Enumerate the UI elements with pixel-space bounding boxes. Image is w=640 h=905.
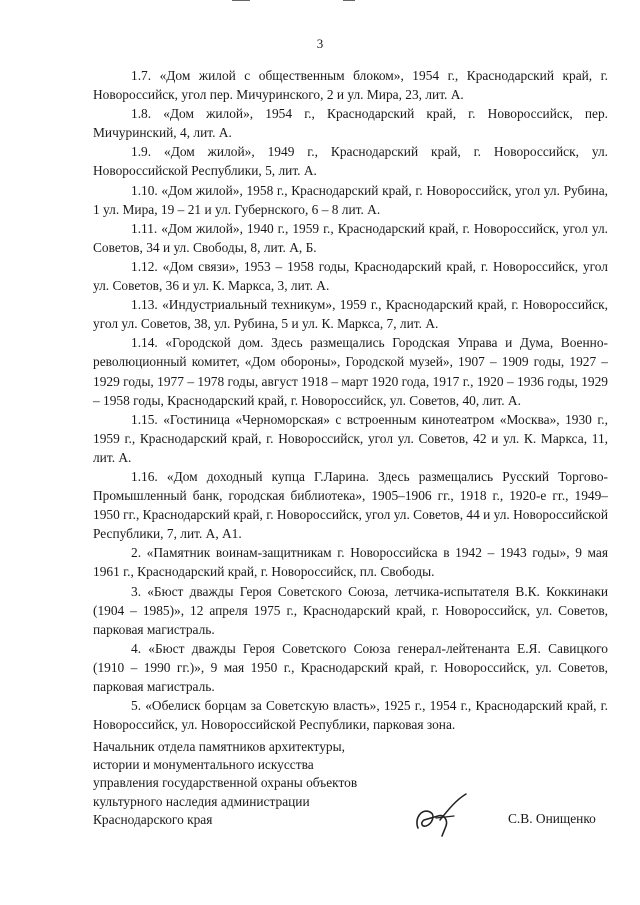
signatory-title-line: Краснодарского края (93, 811, 213, 827)
list-item-1-7: 1.7. «Дом жилой с общественным блоком», 1954 г., Краснодарский край, г. Новороссийск, угол пер. Мичуринского, 2 и ул. Мира, 23, лит. А. (93, 68, 608, 103)
signatory-title-line: истории и монументального искусства (93, 757, 314, 773)
signatory-title-line: культурного наследия администрации (93, 793, 310, 809)
list-item-4: 4. «Бюст дважды Героя Советского Союза генерал-лейтенанта Е.Я. Савицкого (1910 – 1990 гг.)», 9 мая 1950 г., Краснодарский край, г. Новороссийск, ул. Советов, парковая магистраль. (93, 640, 608, 694)
list-item-1-9: 1.9. «Дом жилой», 1949 г., Краснодарский край, г. Новороссийск, ул. Новороссийской Республики, 5, лит. А. (93, 144, 608, 179)
list-item-1-10: 1.10. «Дом жилой», 1958 г., Краснодарский край, г. Новороссийск, угол ул. Рубина, 1 ул. Мира, 19 – 21 и ул. Губернского, 6 – 8 лит. А. (93, 182, 608, 217)
document-body (93, 66, 608, 734)
list-item-1-8: 1.8. «Дом жилой», 1954 г., Краснодарский край, г. Новороссийск, пер. Мичуринский, 4, лит. А. (93, 106, 608, 141)
list-item-3: 3. «Бюст дважды Героя Советского Союза, летчика-испытателя В.К. Коккинаки (1904 – 1985)», 12 апреля 1975 г., Краснодарский край, г. Новороссийск, ул. Советов, парковая магистраль. (93, 583, 608, 637)
list-item-1-11: 1.11. «Дом жилой», 1940 г., 1959 г., Краснодарский край, г. Новороссийск, угол ул. Советов, 34 и ул. Свободы, 8, лит. А, Б. (93, 220, 608, 255)
handwritten-signature (408, 790, 478, 840)
list-item-1-16: 1.16. «Дом доходный купца Г.Ларина. Здесь размещались Русский Торгово-Промышленный банк, городская библиотека», 1905–1906 гг., 1918 г., 1920-е гг., 1949–1950 гг., Краснодарский край, г. Новороссийск, угол ул. Советов, 44 и ул. Новороссийской Республики, 7, лит. А, А1. (93, 468, 608, 542)
signatory-title-line: управления государственной охраны объектов (93, 775, 358, 791)
signatory-title-line: Начальник отдела памятников архитектуры, (93, 739, 345, 754)
list-item-2: 2. «Памятник воинам-защитникам г. Новороссийска в 1942 – 1943 годы», 9 мая 1961 г., Краснодарский край, г. Новороссийск, пл. Свободы. (93, 545, 608, 580)
list-item-5: 5. «Обелиск борцам за Советскую власть», 1925 г., 1954 г., Краснодарский край, г. Новороссийск, ул. Новороссийской Республики, парковая зона. (93, 698, 608, 733)
list-item-1-15: 1.15. «Гостиница «Черноморская» с встроенным кинотеатром «Москва», 1930 г., 1959 г., Краснодарский край, г. Новороссийск, угол ул. Советов, 42 и ул. К. Маркса, 11, лит. А. (93, 411, 608, 465)
signer-name: С.В. Онищенко (508, 811, 596, 826)
signatory-title (93, 738, 393, 829)
scan-edge-marks (0, 0, 640, 8)
list-item-1-12: 1.12. «Дом связи», 1953 – 1958 годы, Краснодарский край, г. Новороссийск, угол ул. Советов, 36 и ул. К. Маркса, 3, лит. А. (93, 258, 608, 294)
list-item-1-14: 1.14. «Городской дом. Здесь размещались Городская Управа и Дума, Военно-революционный комитет, «Дом обороны», Городской музей», 1907 – 1909 годы, 1927 – 1929 годы, 1977 – 1978 годы, август 1918 – март 1920 года, 1917 г., 1920 – 1936 годы, 1929 – 1958 годы, Краснодарский край, г. Новороссийск, ул. Советов, 40, лит. А. (93, 335, 608, 408)
list-item-1-13: 1.13. «Индустриальный техникум», 1959 г., Краснодарский край, г. Новороссийск, угол ул. Советов, 38, ул. Рубина, 5 и ул. К. Маркса, 7, лит. А. (93, 297, 608, 332)
page-number: 3 (316, 36, 324, 51)
